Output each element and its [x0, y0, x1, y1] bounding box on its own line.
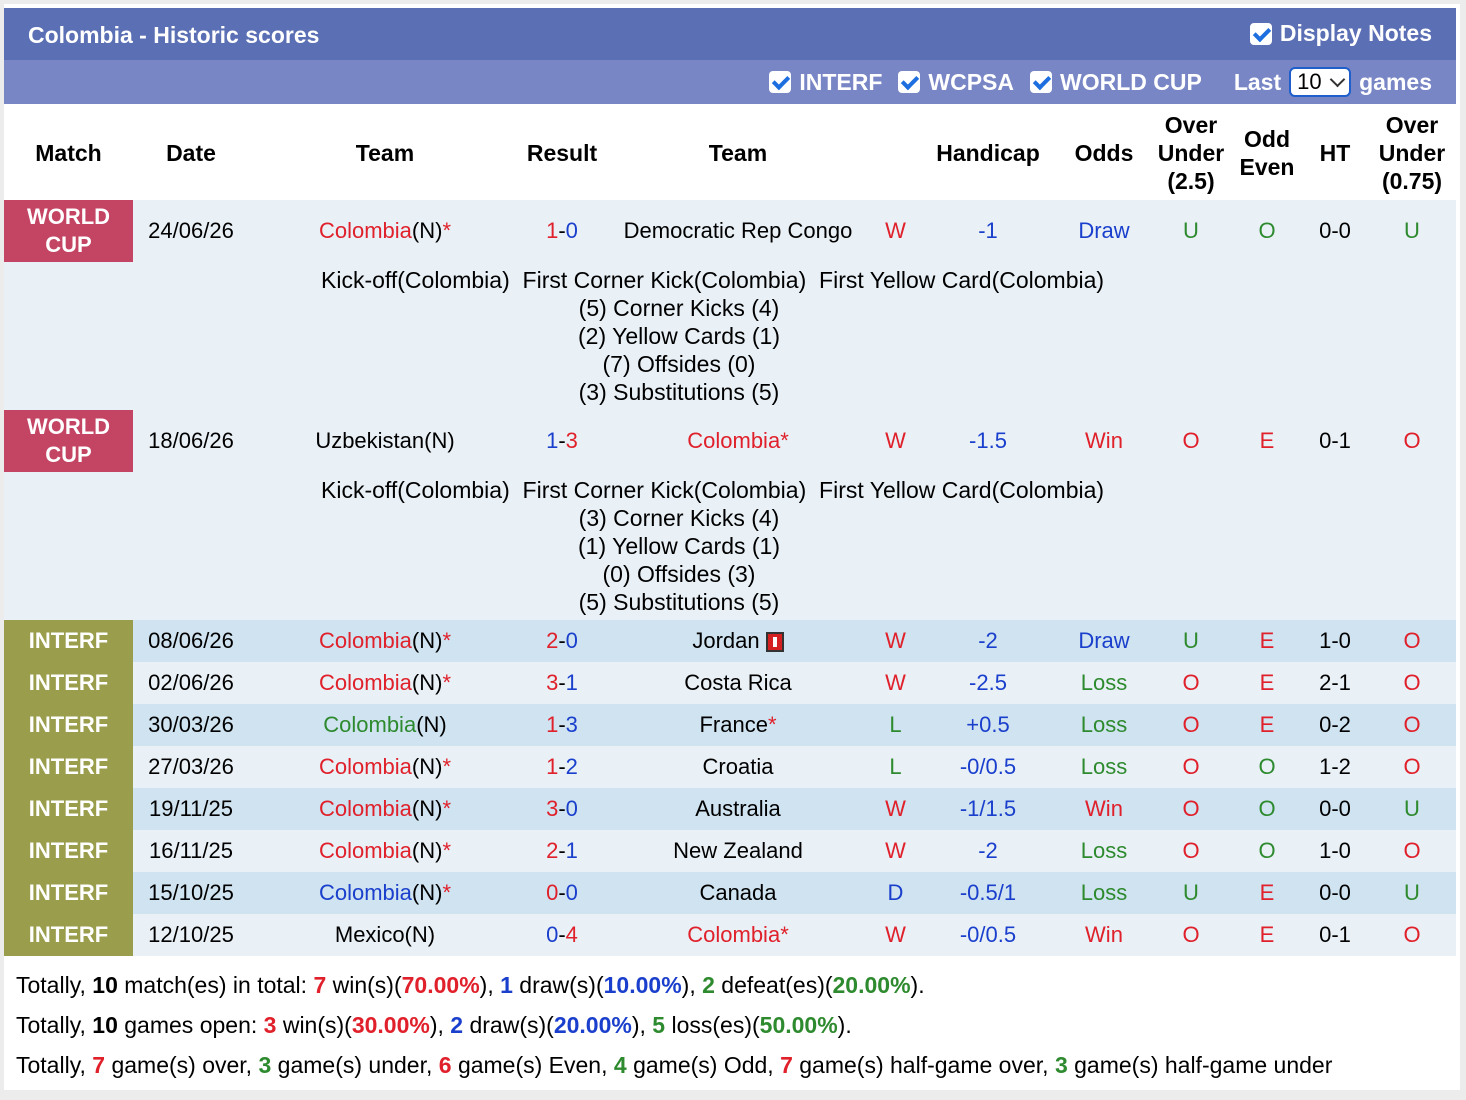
filter-label: INTERF [799, 68, 883, 95]
league-label: INTERF [28, 922, 109, 947]
score-home: 1 [546, 754, 559, 779]
score-home: 0 [546, 922, 559, 947]
away-team-name[interactable]: Croatia [702, 754, 774, 779]
date-cell: 27/03/26 [133, 746, 249, 788]
notes-spacer [4, 262, 249, 410]
handicap-cell: -0.5/1 [918, 872, 1058, 914]
ht-cell: 0-0 [1302, 200, 1368, 262]
win-loss: W [873, 200, 918, 262]
over-under-ht-cell: U [1368, 788, 1456, 830]
filter-world-cup[interactable] [1030, 69, 1202, 96]
handicap-cell: -1.5 [918, 410, 1058, 472]
neutral-mark: (N) [411, 796, 443, 821]
col-over-under: Over Under (2.5) [1157, 112, 1225, 194]
home-team-name[interactable]: Colombia [318, 218, 412, 243]
summary-line-results: Totally, 10 match(es) in total: 7 win(s)(70.00%), 1 draw(s)(10.00%), 2 defeat(es)(20.00%). [16, 972, 925, 998]
result-cell[interactable]: 1-3 [521, 704, 603, 746]
home-team[interactable] [249, 704, 521, 746]
ht-cell: 1-2 [1302, 746, 1368, 788]
over-under-cell: O [1150, 830, 1232, 872]
win-loss: W [873, 410, 918, 472]
league-label: INTERF [28, 880, 109, 905]
odd-even-cell: O [1232, 830, 1302, 872]
date-cell: 02/06/26 [133, 662, 249, 704]
notes-row [4, 472, 1456, 620]
star-mark: * [442, 628, 452, 653]
away-team[interactable] [603, 662, 873, 704]
league-label: INTERF [28, 670, 109, 695]
odds-cell: Loss [1058, 830, 1150, 872]
home-team[interactable] [249, 914, 521, 956]
handicap-cell: -1 [918, 200, 1058, 262]
away-team[interactable] [603, 620, 873, 662]
col-result: Result [526, 140, 598, 166]
star-mark: * [442, 838, 452, 863]
col-match: Match [35, 140, 102, 166]
table-row[interactable] [4, 662, 1456, 704]
away-team-name[interactable]: Colombia [687, 428, 781, 453]
home-team[interactable] [249, 620, 521, 662]
odd-even-cell: O [1232, 746, 1302, 788]
over-under-ht-cell: U [1368, 872, 1456, 914]
home-team[interactable] [249, 830, 521, 872]
odd-even-cell: E [1232, 704, 1302, 746]
date-cell: 08/06/26 [133, 620, 249, 662]
odds-cell: Loss [1058, 872, 1150, 914]
result-cell[interactable]: 1-0 [521, 200, 603, 262]
star-mark: * [442, 218, 452, 243]
home-team[interactable] [249, 662, 521, 704]
date-cell: 30/03/26 [133, 704, 249, 746]
home-team-name[interactable]: Colombia [318, 796, 412, 821]
win-loss: W [873, 914, 918, 956]
league-badge[interactable] [4, 620, 133, 662]
away-team-name[interactable]: Colombia [687, 922, 781, 947]
win-loss: L [873, 746, 918, 788]
over-under-ht-cell: O [1368, 830, 1456, 872]
neutral-mark: (N) [411, 838, 443, 863]
over-under-cell: O [1150, 704, 1232, 746]
home-team[interactable] [249, 872, 521, 914]
score-away: 0 [565, 796, 578, 821]
checkbox-icon[interactable] [1250, 23, 1272, 45]
league-label: INTERF [28, 838, 109, 863]
league-badge[interactable] [4, 200, 133, 262]
odd-even-cell: E [1232, 662, 1302, 704]
display-notes-label: Display Notes [1279, 20, 1432, 46]
league-badge[interactable] [4, 410, 133, 472]
note-first-yellow: First Yellow Card(Colombia) [819, 477, 1105, 503]
table-row[interactable] [4, 746, 1456, 788]
page-title: Colombia - Historic scores [28, 22, 320, 48]
star-mark: * [767, 712, 777, 737]
league-badge[interactable] [4, 746, 133, 788]
filter-wcpsa[interactable] [898, 69, 1014, 96]
star-mark: * [442, 670, 452, 695]
score-away: 2 [565, 754, 578, 779]
home-team-name[interactable]: Colombia [318, 880, 412, 905]
score-away: 1 [565, 670, 578, 695]
home-team-name[interactable]: Uzbekistan(N) [315, 428, 455, 453]
result-cell[interactable]: 2-1 [521, 830, 603, 872]
league-label: INTERF [28, 754, 109, 779]
summary-line-odds: Totally, 10 games open: 3 win(s)(30.00%), 2 draw(s)(20.00%), 5 loss(es)(50.00%). [16, 1012, 852, 1038]
win-loss: W [873, 620, 918, 662]
table-row[interactable] [4, 914, 1456, 956]
over-under-cell: O [1150, 662, 1232, 704]
checkbox-icon[interactable] [898, 71, 920, 93]
away-team[interactable] [603, 704, 873, 746]
away-team-name[interactable]: Canada [699, 880, 777, 905]
handicap-cell: -2 [918, 620, 1058, 662]
home-team[interactable] [249, 788, 521, 830]
odd-even-cell: O [1232, 200, 1302, 262]
away-team-name[interactable]: New Zealand [673, 838, 803, 863]
title-bar [4, 8, 1456, 60]
odds-cell: Win [1058, 788, 1150, 830]
win-loss: L [873, 704, 918, 746]
red-card-icon [766, 632, 784, 652]
note-stat-line: (0) Offsides (3) [602, 561, 756, 587]
away-team[interactable] [603, 914, 873, 956]
league-badge[interactable] [4, 662, 133, 704]
neutral-mark: (N) [411, 670, 443, 695]
away-team[interactable] [603, 200, 873, 262]
note-stat-line: (3) Substitutions (5) [578, 379, 780, 405]
date-cell: 12/10/25 [133, 914, 249, 956]
col-date: Date [166, 140, 216, 166]
date-cell: 18/06/26 [133, 410, 249, 472]
filter-label: WCPSA [928, 68, 1014, 95]
games-label: games [1359, 68, 1432, 95]
handicap-cell: -2.5 [918, 662, 1058, 704]
score-home: 1 [546, 218, 559, 243]
col-odds: Odds [1074, 140, 1134, 166]
col-over-under-ht: Over Under (0.75) [1378, 112, 1446, 194]
result-cell[interactable]: 2-0 [521, 620, 603, 662]
ht-cell: 0-1 [1302, 410, 1368, 472]
checkbox-icon[interactable] [769, 71, 791, 93]
neutral-mark: (N) [411, 218, 443, 243]
neutral-mark: (N) [411, 880, 443, 905]
score-away: 1 [565, 838, 578, 863]
ht-cell: 0-0 [1302, 872, 1368, 914]
star-mark: * [442, 754, 452, 779]
last-games-select[interactable] [1289, 67, 1351, 97]
win-loss: W [873, 830, 918, 872]
away-team[interactable] [603, 788, 873, 830]
filter-interf[interactable] [769, 69, 882, 96]
odd-even-cell: E [1232, 410, 1302, 472]
odds-cell: Win [1058, 410, 1150, 472]
note-first-corner: First Corner Kick(Colombia) [522, 267, 807, 293]
result-cell[interactable]: 0-4 [521, 914, 603, 956]
table-row[interactable] [4, 788, 1456, 830]
filter-bar [4, 60, 1456, 104]
col-team-away: Team [708, 140, 768, 166]
home-team-name[interactable]: Colombia [318, 754, 412, 779]
col-odd-even: Odd Even [1239, 126, 1295, 180]
score-away: 0 [565, 628, 578, 653]
handicap-cell: +0.5 [918, 704, 1058, 746]
score-home: 0 [546, 880, 559, 905]
ht-cell: 0-0 [1302, 788, 1368, 830]
note-stat-line: (3) Corner Kicks (4) [578, 505, 780, 531]
score-away: 3 [565, 712, 578, 737]
away-team[interactable] [603, 830, 873, 872]
home-team-name[interactable]: Colombia [318, 838, 412, 863]
handicap-cell: -0/0.5 [918, 746, 1058, 788]
score-home: 2 [546, 628, 559, 653]
odds-cell: Draw [1058, 200, 1150, 262]
over-under-ht-cell: O [1368, 662, 1456, 704]
league-badge[interactable] [4, 830, 133, 872]
notes-row [4, 262, 1456, 410]
over-under-cell: U [1150, 620, 1232, 662]
select-value: 10 [1297, 69, 1322, 94]
home-team[interactable] [249, 410, 521, 472]
ht-cell: 0-1 [1302, 914, 1368, 956]
away-team-name[interactable]: Jordan [692, 628, 760, 653]
home-team-name[interactable]: Colombia [323, 712, 417, 737]
chevron-down-icon [1330, 72, 1346, 88]
result-cell[interactable]: 1-3 [521, 410, 603, 472]
neutral-mark: (N) [416, 712, 447, 737]
handicap-cell: -0/0.5 [918, 914, 1058, 956]
date-cell: 19/11/25 [133, 788, 249, 830]
handicap-cell: -2 [918, 830, 1058, 872]
over-under-ht-cell: O [1368, 914, 1456, 956]
col-handicap: Handicap [936, 140, 1040, 166]
over-under-ht-cell: O [1368, 410, 1456, 472]
col-ht: HT [1319, 140, 1351, 166]
league-badge[interactable] [4, 788, 133, 830]
league-badge[interactable] [4, 914, 133, 956]
away-team-name[interactable]: Australia [695, 796, 781, 821]
star-mark: * [442, 796, 452, 821]
score-home: 1 [546, 712, 559, 737]
score-away: 4 [565, 922, 578, 947]
table-row[interactable] [4, 830, 1456, 872]
league-label: WORLD CUP [26, 204, 111, 257]
over-under-ht-cell: O [1368, 704, 1456, 746]
note-stat-line: (7) Offsides (0) [602, 351, 756, 377]
date-cell: 24/06/26 [133, 200, 249, 262]
score-away: 0 [565, 880, 578, 905]
away-team[interactable] [603, 746, 873, 788]
notes-spacer [4, 472, 249, 620]
result-cell[interactable]: 3-0 [521, 788, 603, 830]
result-cell[interactable]: 1-2 [521, 746, 603, 788]
score-home: 1 [546, 428, 559, 453]
home-team[interactable] [249, 200, 521, 262]
handicap-cell: -1/1.5 [918, 788, 1058, 830]
odd-even-cell: E [1232, 620, 1302, 662]
note-stat-line: (5) Corner Kicks (4) [578, 295, 780, 321]
ht-cell: 1-0 [1302, 830, 1368, 872]
over-under-ht-cell: U [1368, 200, 1456, 262]
note-stat-line: (2) Yellow Cards (1) [578, 323, 780, 349]
over-under-cell: U [1150, 200, 1232, 262]
odds-cell: Win [1058, 914, 1150, 956]
table-row[interactable] [4, 410, 1456, 472]
over-under-ht-cell: O [1368, 620, 1456, 662]
ht-cell: 2-1 [1302, 662, 1368, 704]
note-kickoff: Kick-off(Colombia) [321, 477, 510, 503]
odds-cell: Loss [1058, 662, 1150, 704]
match-notes [249, 262, 1456, 410]
league-label: WORLD CUP [26, 414, 111, 467]
over-under-cell: O [1150, 914, 1232, 956]
filter-label: WORLD CUP [1060, 68, 1202, 95]
star-mark: * [780, 428, 789, 453]
odd-even-cell: E [1232, 914, 1302, 956]
home-team-name[interactable]: Colombia [318, 670, 412, 695]
summary [4, 964, 1456, 1086]
over-under-cell: O [1150, 788, 1232, 830]
over-under-cell: O [1150, 746, 1232, 788]
odds-cell: Loss [1058, 746, 1150, 788]
score-away: 0 [565, 218, 578, 243]
col-wl [873, 106, 918, 200]
win-loss: W [873, 788, 918, 830]
neutral-mark: (N) [411, 628, 443, 653]
odd-even-cell: E [1232, 872, 1302, 914]
score-away: 3 [565, 428, 578, 453]
away-team[interactable] [603, 410, 873, 472]
checkbox-icon[interactable] [1030, 71, 1052, 93]
table-row[interactable] [4, 872, 1456, 914]
note-stat-line: (5) Substitutions (5) [578, 589, 780, 615]
col-team-home: Team [355, 140, 415, 166]
away-team[interactable] [603, 872, 873, 914]
table-row[interactable] [4, 620, 1456, 662]
date-cell: 15/10/25 [133, 872, 249, 914]
result-cell[interactable]: 0-0 [521, 872, 603, 914]
over-under-cell: O [1150, 410, 1232, 472]
display-notes-toggle[interactable] [1250, 20, 1432, 47]
win-loss: D [873, 872, 918, 914]
odds-cell: Loss [1058, 704, 1150, 746]
note-stat-line: (1) Yellow Cards (1) [578, 533, 780, 559]
star-mark: * [780, 922, 789, 947]
table-row[interactable] [4, 200, 1456, 262]
league-badge[interactable] [4, 704, 133, 746]
score-home: 3 [546, 796, 559, 821]
league-label: INTERF [28, 712, 109, 737]
note-first-yellow: First Yellow Card(Colombia) [819, 267, 1105, 293]
summary-line-goals: Totally, 7 game(s) over, 3 game(s) under, 6 game(s) Even, 4 game(s) Odd, 7 game(s) half-game over, 3 game(s) half-game under [16, 1052, 1333, 1078]
odd-even-cell: O [1232, 788, 1302, 830]
league-badge[interactable] [4, 872, 133, 914]
over-under-ht-cell: O [1368, 746, 1456, 788]
last-label: Last [1233, 68, 1282, 95]
note-first-corner: First Corner Kick(Colombia) [522, 477, 807, 503]
win-loss: W [873, 662, 918, 704]
star-mark: * [442, 880, 452, 905]
score-home: 3 [546, 670, 559, 695]
league-label: INTERF [28, 628, 109, 653]
table-row[interactable] [4, 704, 1456, 746]
away-team-name[interactable]: Democratic Rep Congo [623, 218, 853, 243]
ht-cell: 1-0 [1302, 620, 1368, 662]
away-team-name[interactable]: France [699, 712, 768, 737]
date-cell: 16/11/25 [133, 830, 249, 872]
home-team-name[interactable]: Colombia [318, 628, 412, 653]
away-team-name[interactable]: Costa Rica [684, 670, 792, 695]
result-cell[interactable]: 3-1 [521, 662, 603, 704]
table-header [4, 106, 1456, 200]
league-label: INTERF [28, 796, 109, 821]
scores-table [4, 106, 1456, 956]
neutral-mark: (N) [411, 754, 443, 779]
match-notes [249, 472, 1456, 620]
home-team-name[interactable]: Mexico(N) [334, 922, 436, 947]
over-under-cell: U [1150, 872, 1232, 914]
note-kickoff: Kick-off(Colombia) [321, 267, 510, 293]
home-team[interactable] [249, 746, 521, 788]
score-home: 2 [546, 838, 559, 863]
ht-cell: 0-2 [1302, 704, 1368, 746]
odds-cell: Draw [1058, 620, 1150, 662]
